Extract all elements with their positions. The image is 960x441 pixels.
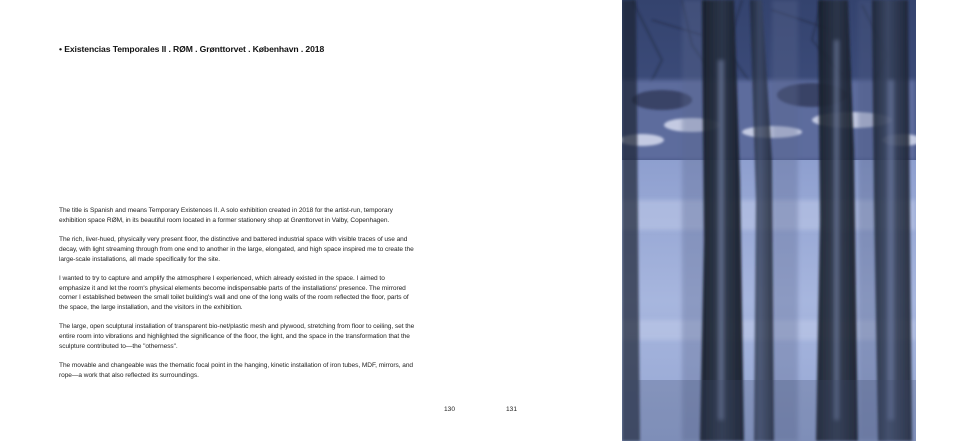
heading-bullet: • <box>59 44 62 54</box>
paragraph-3: I wanted to try to capture and amplify the atmosphere I experienced, which already existed in the space. I aimed to emphasize it and let the room's physical elements become indispensable parts of the installations' presence. The mirrored corner I established between the small toilet building's wall and one of the long walls of the room reflected the floor, parts of the space, the large installation, and the visitors in the exhibition. <box>59 274 409 311</box>
tree-photo-graphic <box>622 0 916 441</box>
paragraph-5: The movable and changeable was the thematic focal point in the hanging, kinetic installation of iron tubes, MDF, mirrors, and rope—a work that also reflected its surroundings. <box>59 362 414 379</box>
paragraph-4: The large, open sculptural installation of transparent bio-net/plastic mesh and plywood, stretching from floor to ceiling, set the entire room into vibrations and highlighted the significance of the floor, the light, and the space in the transformation that the sculpture contributed to—the "otherness". <box>59 323 415 350</box>
heading-text: Existencias Temporales II . RØM . Grønttorvet . København . 2018 <box>64 44 325 54</box>
paragraph-2: The rich, liver-hued, physically very present floor, the distinctive and battered industrial space with visible traces of use and decay, with light streaming through from one end to another in the large, elongated, and high space inspired me to create the large-scale installations, all made specifically for the site. <box>59 236 414 263</box>
tree-photo <box>622 0 916 441</box>
body-text <box>59 206 417 390</box>
section-heading <box>59 44 324 54</box>
page-number-left: 130 <box>444 406 456 413</box>
page-number-right: 131 <box>506 406 518 413</box>
paragraph-1: The title is Spanish and means Temporary Existences II. A solo exhibition created in 2018 for the artist-run, temporary exhibition space RØM, in its beautiful room located in a former stationery shop at Grønttorvet in Valby, Copenhagen. <box>59 207 393 224</box>
